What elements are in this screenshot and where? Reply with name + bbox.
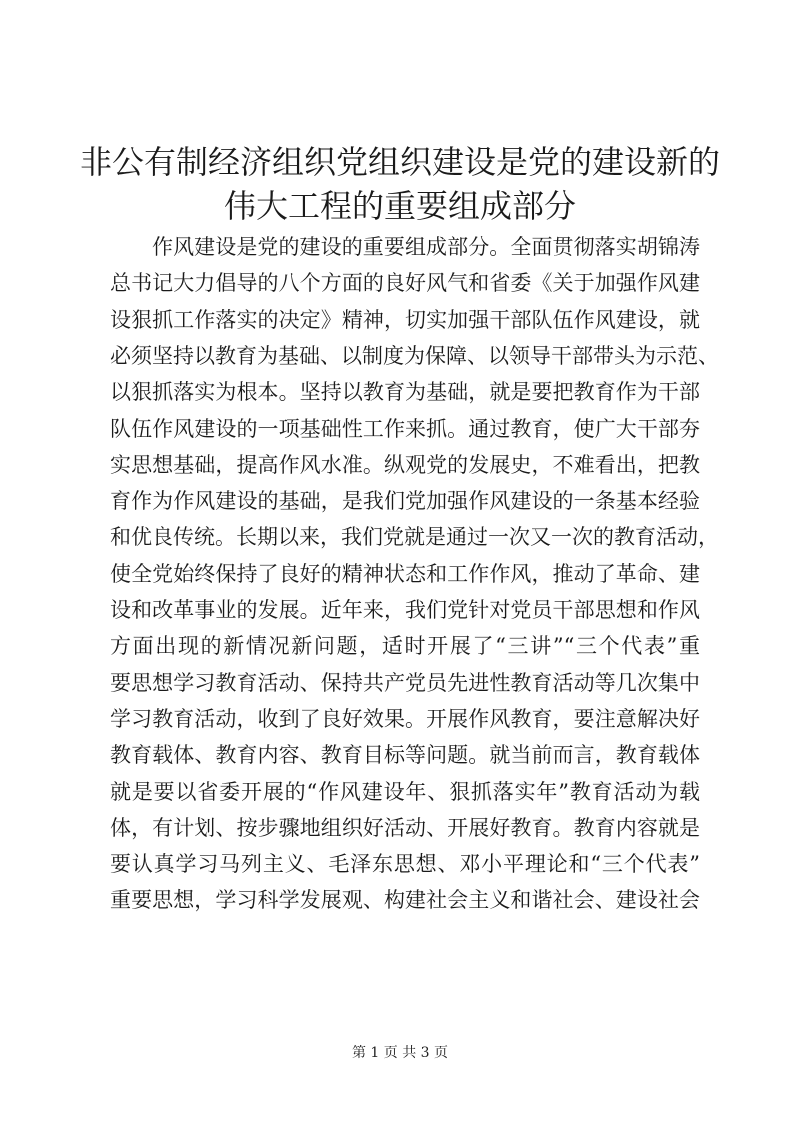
page-footer: 第 1 页 共 3 页 bbox=[351, 1045, 449, 1061]
paragraph-line: 以狠抓落实为根本。坚持以教育为基础，就是要把教育作为干部 bbox=[110, 380, 700, 405]
paragraph-line: 设和改革事业的发展。近年来，我们党针对党员干部思想和作风 bbox=[110, 598, 700, 622]
paragraph-line: 重要思想，学习科学发展观、构建社会主义和谐社会、建设社会 bbox=[110, 888, 700, 913]
paragraph-line: 育作为作风建设的基础，是我们党加强作风建设的一条基本经验 bbox=[110, 489, 700, 514]
document-title-line-2: 伟大工程的重要组成部分 bbox=[223, 187, 576, 225]
paragraph-line: 设狠抓工作落实的决定》精神，切实加强干部队伍作风建设，就 bbox=[110, 307, 700, 332]
paragraph-line: 必须坚持以教育为基础、以制度为保障、以领导干部带头为示范、 bbox=[110, 343, 719, 368]
paragraph-line: 方面出现的新情况新问题，适时开展了“三讲”“三个代表”重 bbox=[110, 634, 700, 659]
paragraph-line: 体，有计划、按步骤地组织好活动、开展好教育。教育内容就是 bbox=[110, 815, 700, 840]
paragraph-line: 就是要以省委开展的“作风建设年、狠抓落实年”教育活动为载 bbox=[110, 779, 700, 804]
paragraph-line: 学习教育活动，收到了良好效果。开展作风教育，要注意解决好 bbox=[110, 706, 700, 731]
paragraph-line: 和优良传统。长期以来，我们党就是通过一次又一次的教育活动， bbox=[110, 525, 719, 550]
paragraph-line: 要认真学习马列主义、毛泽东思想、邓小平理论和“三个代表” bbox=[110, 852, 700, 877]
paragraph-line: 总书记大力倡导的八个方面的良好风气和省委《关于加强作风建 bbox=[110, 271, 700, 296]
paragraph-line: 要思想学习教育活动、保持共产党员先进性教育活动等几次集中 bbox=[110, 670, 700, 695]
paragraph-line: 教育载体、教育内容、教育目标等问题。就当前而言，教育载体 bbox=[110, 743, 700, 768]
document-title-line-1: 非公有制经济组织党组织建设是党的建设新的 bbox=[79, 143, 720, 181]
paragraph-line: 作风建设是党的建设的重要组成部分。全面贯彻落实胡锦涛 bbox=[152, 235, 700, 259]
paragraph-line: 使全党始终保持了良好的精神状态和工作作风，推动了革命、建 bbox=[110, 561, 700, 586]
paragraph-line: 队伍作风建设的一项基础性工作来抓。通过教育，使广大干部夯 bbox=[110, 416, 700, 441]
paragraph-line: 实思想基础，提高作风水准。纵观党的发展史，不难看出，把教 bbox=[110, 452, 700, 477]
